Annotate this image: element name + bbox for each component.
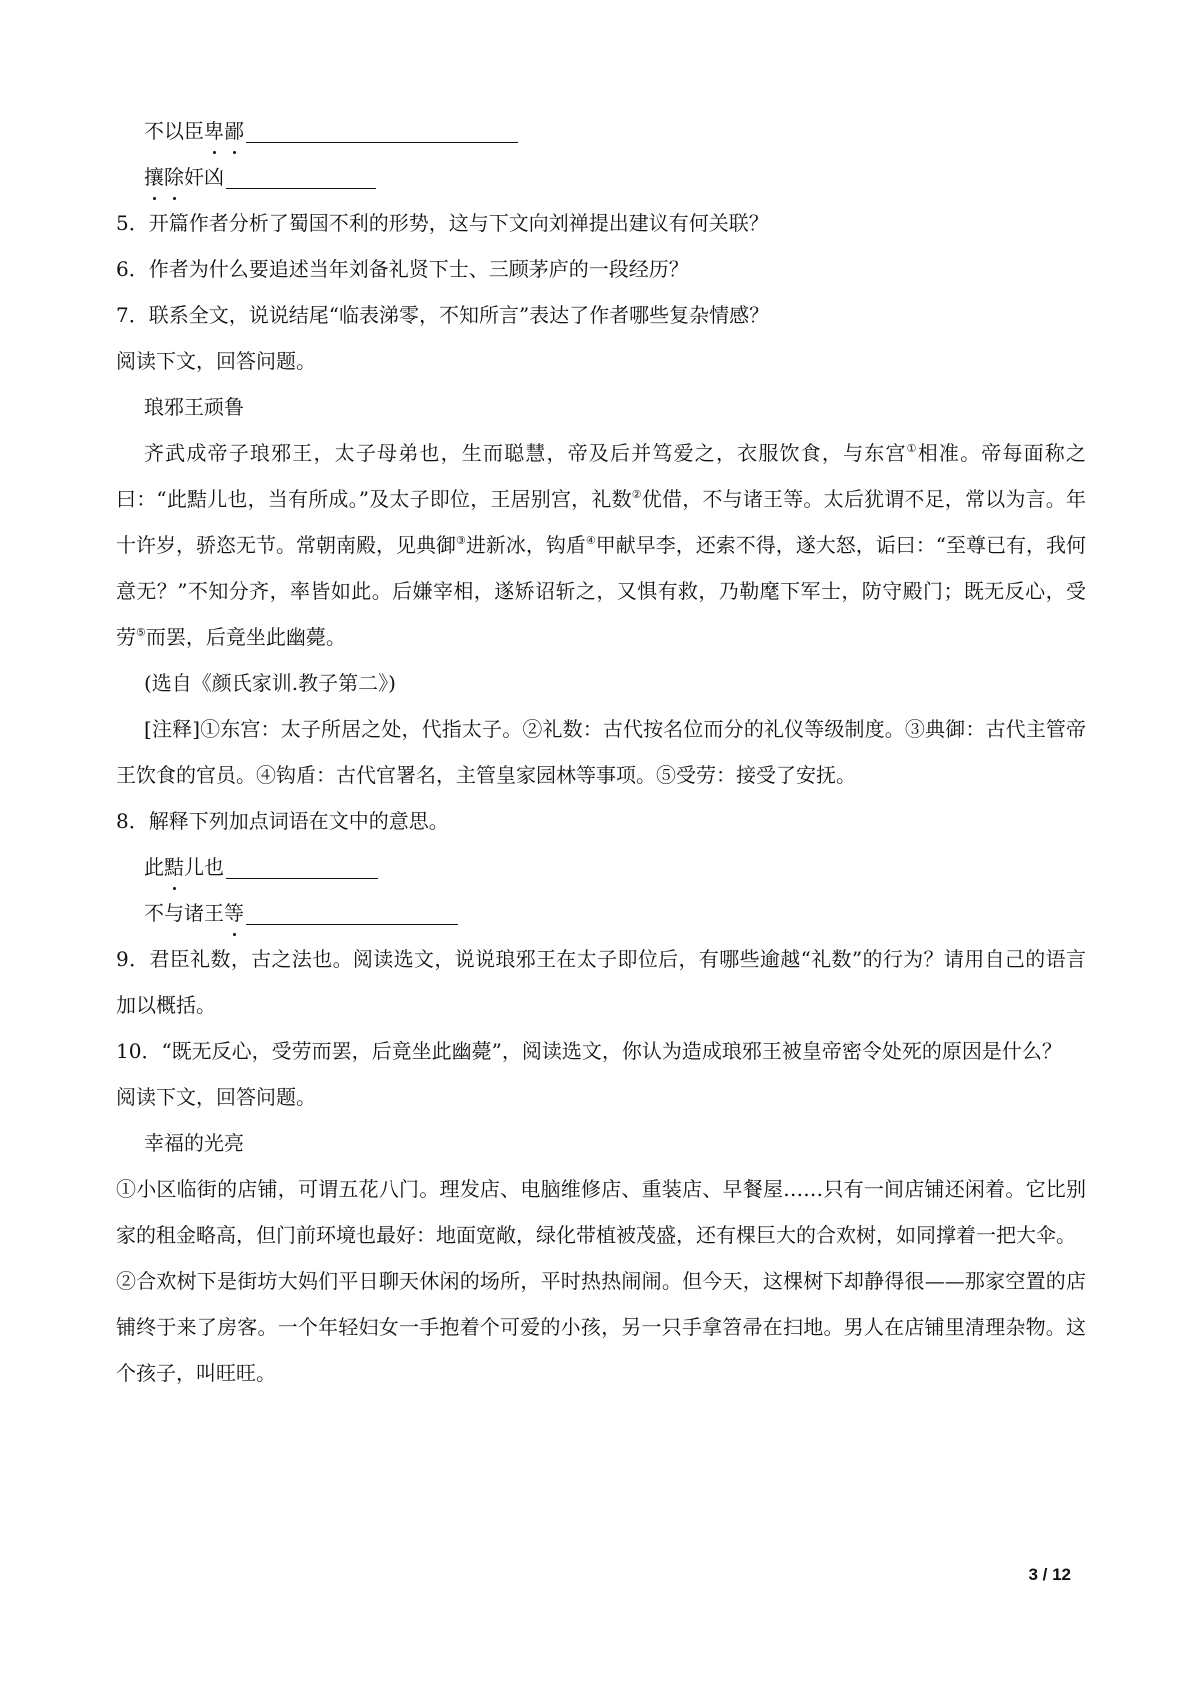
question-7: 7．联系全文，说说结尾“临表涕零，不知所言”表达了作者哪些复杂情感？ [116,303,770,327]
passage3-para-2: ②合欢树下是街坊大妈们平日聊天休闲的场所，平时热热闹闹。但今天，这棵树下却静得很——那家空置的店铺终于来了房客。一个年轻妇女一手抱着个可爱的小孩，另一只手拿笤帚在扫地。男人在店铺里清理杂物。这个孩子，叫旺旺。 [116,1269,1086,1385]
page-content [116,108,1086,1396]
read-prompt-2: 阅读下文，回答问题。 [116,1085,316,1109]
answer-blank[interactable] [246,120,518,143]
note-marker: ④ [585,534,596,547]
answer-blank[interactable] [226,166,376,189]
emphasis-char: 等 [224,898,244,929]
question-5: 5．开篇作者分析了蜀国不利的形势，这与下文向刘禅提出建议有何关联？ [116,211,769,235]
question-8: 8．解释下列加点词语在文中的意思。 [116,809,449,833]
note-marker: ③ [456,534,466,547]
emphasis-char: 攘 [144,162,164,193]
q4-item-2 [116,154,1086,200]
emphasis-char: 卑 [204,116,224,147]
passage-title: 琅邪王顽鲁 [144,395,244,419]
passage3-title: 幸福的光亮 [144,1131,244,1155]
passage-notes: [注释]①东宫：太子所居之处，代指太子。②礼数：古代按名位而分的礼仪等级制度。③典御：古代主管帝王饮食的官员。④钩盾：古代官署名，主管皇家园林等事项。⑤受劳：接受了安抚。 [116,717,1086,787]
note-marker: ② [631,488,642,501]
q4-item-1-text: 不以臣卑鄙 [144,116,244,147]
read-prompt: 阅读下文，回答问题。 [116,349,316,373]
emphasis-char: 除 [164,162,184,193]
question-6: 6．作者为什么要追述当年刘备礼贤下士、三顾茅庐的一段经历？ [116,257,689,281]
question-10: 10．“既无反心，受劳而罢，后竟坐此幽薨”，阅读选文，你认为造成琅邪王被皇帝密令处死的原因是什么？ [116,1039,1062,1063]
note-marker: ⑤ [136,626,146,639]
passage3-para-1: ①小区临街的店铺，可谓五花八门。理发店、电脑维修店、重装店、早餐屋……只有一间店铺还闲着。它比别家的租金略高，但门前环境也最好：地面宽敞，绿化带植被茂盛，还有棵巨大的合欢树，如同撑着一把大伞。 [116,1177,1086,1247]
q4-item-2-text: 攘除奸凶 [144,162,224,193]
emphasis-char: 黠 [164,852,184,883]
answer-blank[interactable] [226,856,378,879]
passage-body: 齐武成帝子琅邪王，太子母弟也，生而聪慧，帝及后并笃爱之，衣服饮食，与东宫①相准。帝每面称之曰：“此黠儿也，当有所成。”及太子即位，王居别宫，礼数②优借，不与诸王等。太后犹谓不足，常以为言。年十许岁，骄恣无节。常朝南殿，见典御③进新冰，钩盾④甲献早李，还索不得，遂大怒，诟曰：“至尊已有，我何意无？”不知分齐，率皆如此。后嫌宰相，遂矫诏斩之，又惧有救，乃勒麾下军士，防守殿门；既无反心，受劳⑤而罢，后竟坐此幽薨。 [116,441,1087,649]
q8-item-2-text: 不与诸王等 [144,898,244,929]
note-marker: ① [906,442,918,455]
answer-blank[interactable] [246,902,458,925]
q4-item-1 [116,108,1086,154]
q8-item-2 [116,890,1086,936]
page-number: 3 / 12 [1028,1565,1071,1584]
question-9: 9．君臣礼数，古之法也。阅读选文，说说琅邪王在太子即位后，有哪些逾越“礼数”的行为？请用自己的语言加以概括。 [116,947,1086,1017]
emphasis-char: 鄙 [224,116,244,147]
q8-item-1-text: 此黠儿也 [144,852,224,883]
passage-source: (选自《颜氏家训.教子第二》) [144,671,396,695]
q8-item-1 [116,844,1086,890]
